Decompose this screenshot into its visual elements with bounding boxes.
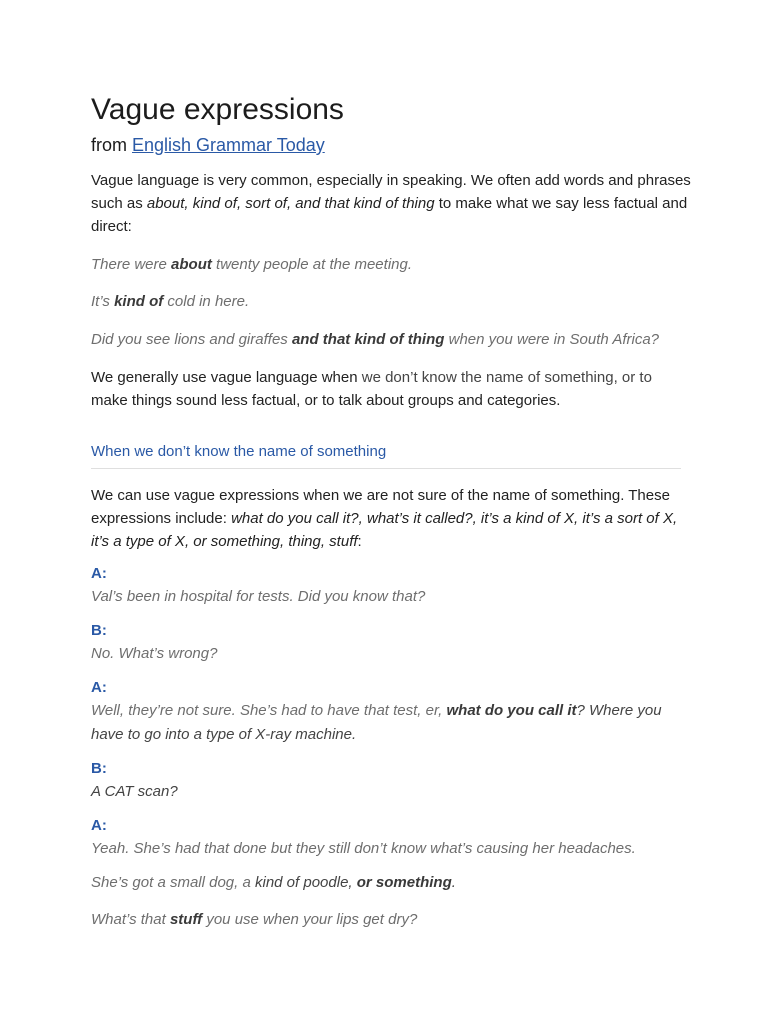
dialogue-turn: [91, 562, 691, 609]
example-highlight: kind of: [114, 293, 164, 310]
dialogue-line: [91, 699, 691, 747]
example-text: kind of poodle,: [255, 874, 357, 891]
example-highlight: or something: [356, 874, 452, 891]
dialogue-line: Val’s been in hospital for tests. Did you know that?: [91, 588, 426, 605]
example-text: .: [451, 874, 456, 891]
example-text: when you were in South Africa?: [444, 331, 660, 348]
expressions-text-2: :: [357, 533, 362, 550]
dialogue-turn: [91, 676, 691, 747]
dialogue-line: No. What’s wrong?: [91, 645, 218, 662]
general-usage-paragraph: [91, 366, 691, 412]
page-title: Vague expressions: [91, 93, 344, 126]
speaker-label: A:: [91, 817, 107, 834]
source-line: [91, 133, 691, 157]
general-text-1: We generally use vague language when: [91, 369, 362, 386]
intro-italic-terms: about, kind of, sort of, and that kind of thing: [146, 195, 435, 212]
dialogue-text: have to go into a type of X-ray machine.: [91, 726, 357, 743]
example-text: Did you see lions and giraffes: [91, 331, 292, 348]
example-highlight: about: [171, 256, 212, 273]
example-sentence: [91, 253, 691, 276]
expressions-italic-list: what do you call it?, what’s it called?, it’s a kind of X, it’s a sort of X, it’s a type of X, or something, thing, stuff: [91, 510, 678, 550]
example-text: cold in here.: [163, 293, 250, 310]
speaker-label: B:: [91, 622, 107, 639]
dialogue-line: A CAT scan?: [91, 783, 178, 800]
example-highlight: and that kind of thing: [291, 331, 445, 348]
article: [91, 92, 691, 931]
section-heading: When we don’t know the name of something: [91, 443, 387, 460]
source-prefix: from: [91, 135, 133, 155]
expressions-text-1: We can use vague expressions when we are not sure of the name of something. These expressions include:: [91, 487, 670, 527]
intro-paragraph: [91, 169, 691, 238]
speaker-label: B:: [91, 760, 107, 777]
example-sentence: [91, 871, 691, 894]
dialogue-turn: [91, 757, 691, 804]
example-sentence: [91, 290, 691, 313]
example-sentence: [91, 908, 691, 931]
dialogue-text: Well, they’re not sure. She’s had to have that test, er,: [91, 702, 447, 719]
example-text: It’s: [91, 293, 115, 310]
intro-text-1: Vague language is very common, especially in speaking. We often add words and phrases such as: [91, 172, 691, 212]
example-text: twenty people at the meeting.: [211, 256, 413, 273]
speaker-label: A:: [91, 679, 107, 696]
intro-text-2: to make what we say less factual and direct:: [91, 195, 688, 235]
dialogue-turn: [91, 619, 691, 666]
speaker-label: A:: [91, 565, 107, 582]
example-sentence: [91, 328, 691, 351]
dialogue-turn: [91, 814, 691, 861]
section-divider: [91, 468, 681, 469]
general-text-2: we don’t know the name of something, or to: [361, 369, 652, 386]
dialogue-highlight: what do you call it: [446, 702, 577, 719]
example-text: She’s got a small dog, a: [91, 874, 255, 891]
expressions-paragraph: [91, 484, 691, 553]
example-highlight: stuff: [169, 911, 203, 928]
example-text: What’s that: [91, 911, 170, 928]
source-link[interactable]: English Grammar Today: [132, 135, 325, 155]
example-text: There were: [91, 256, 172, 273]
general-text-3: make things sound less factual, or to talk about groups and categories.: [91, 392, 561, 409]
dialogue-line: Yeah. She’s had that done but they still don’t know what’s causing her headaches.: [91, 840, 636, 857]
dialogue: [91, 562, 691, 861]
example-text: you use when your lips get dry?: [202, 911, 418, 928]
dialogue-text: ? Where you: [576, 702, 662, 719]
